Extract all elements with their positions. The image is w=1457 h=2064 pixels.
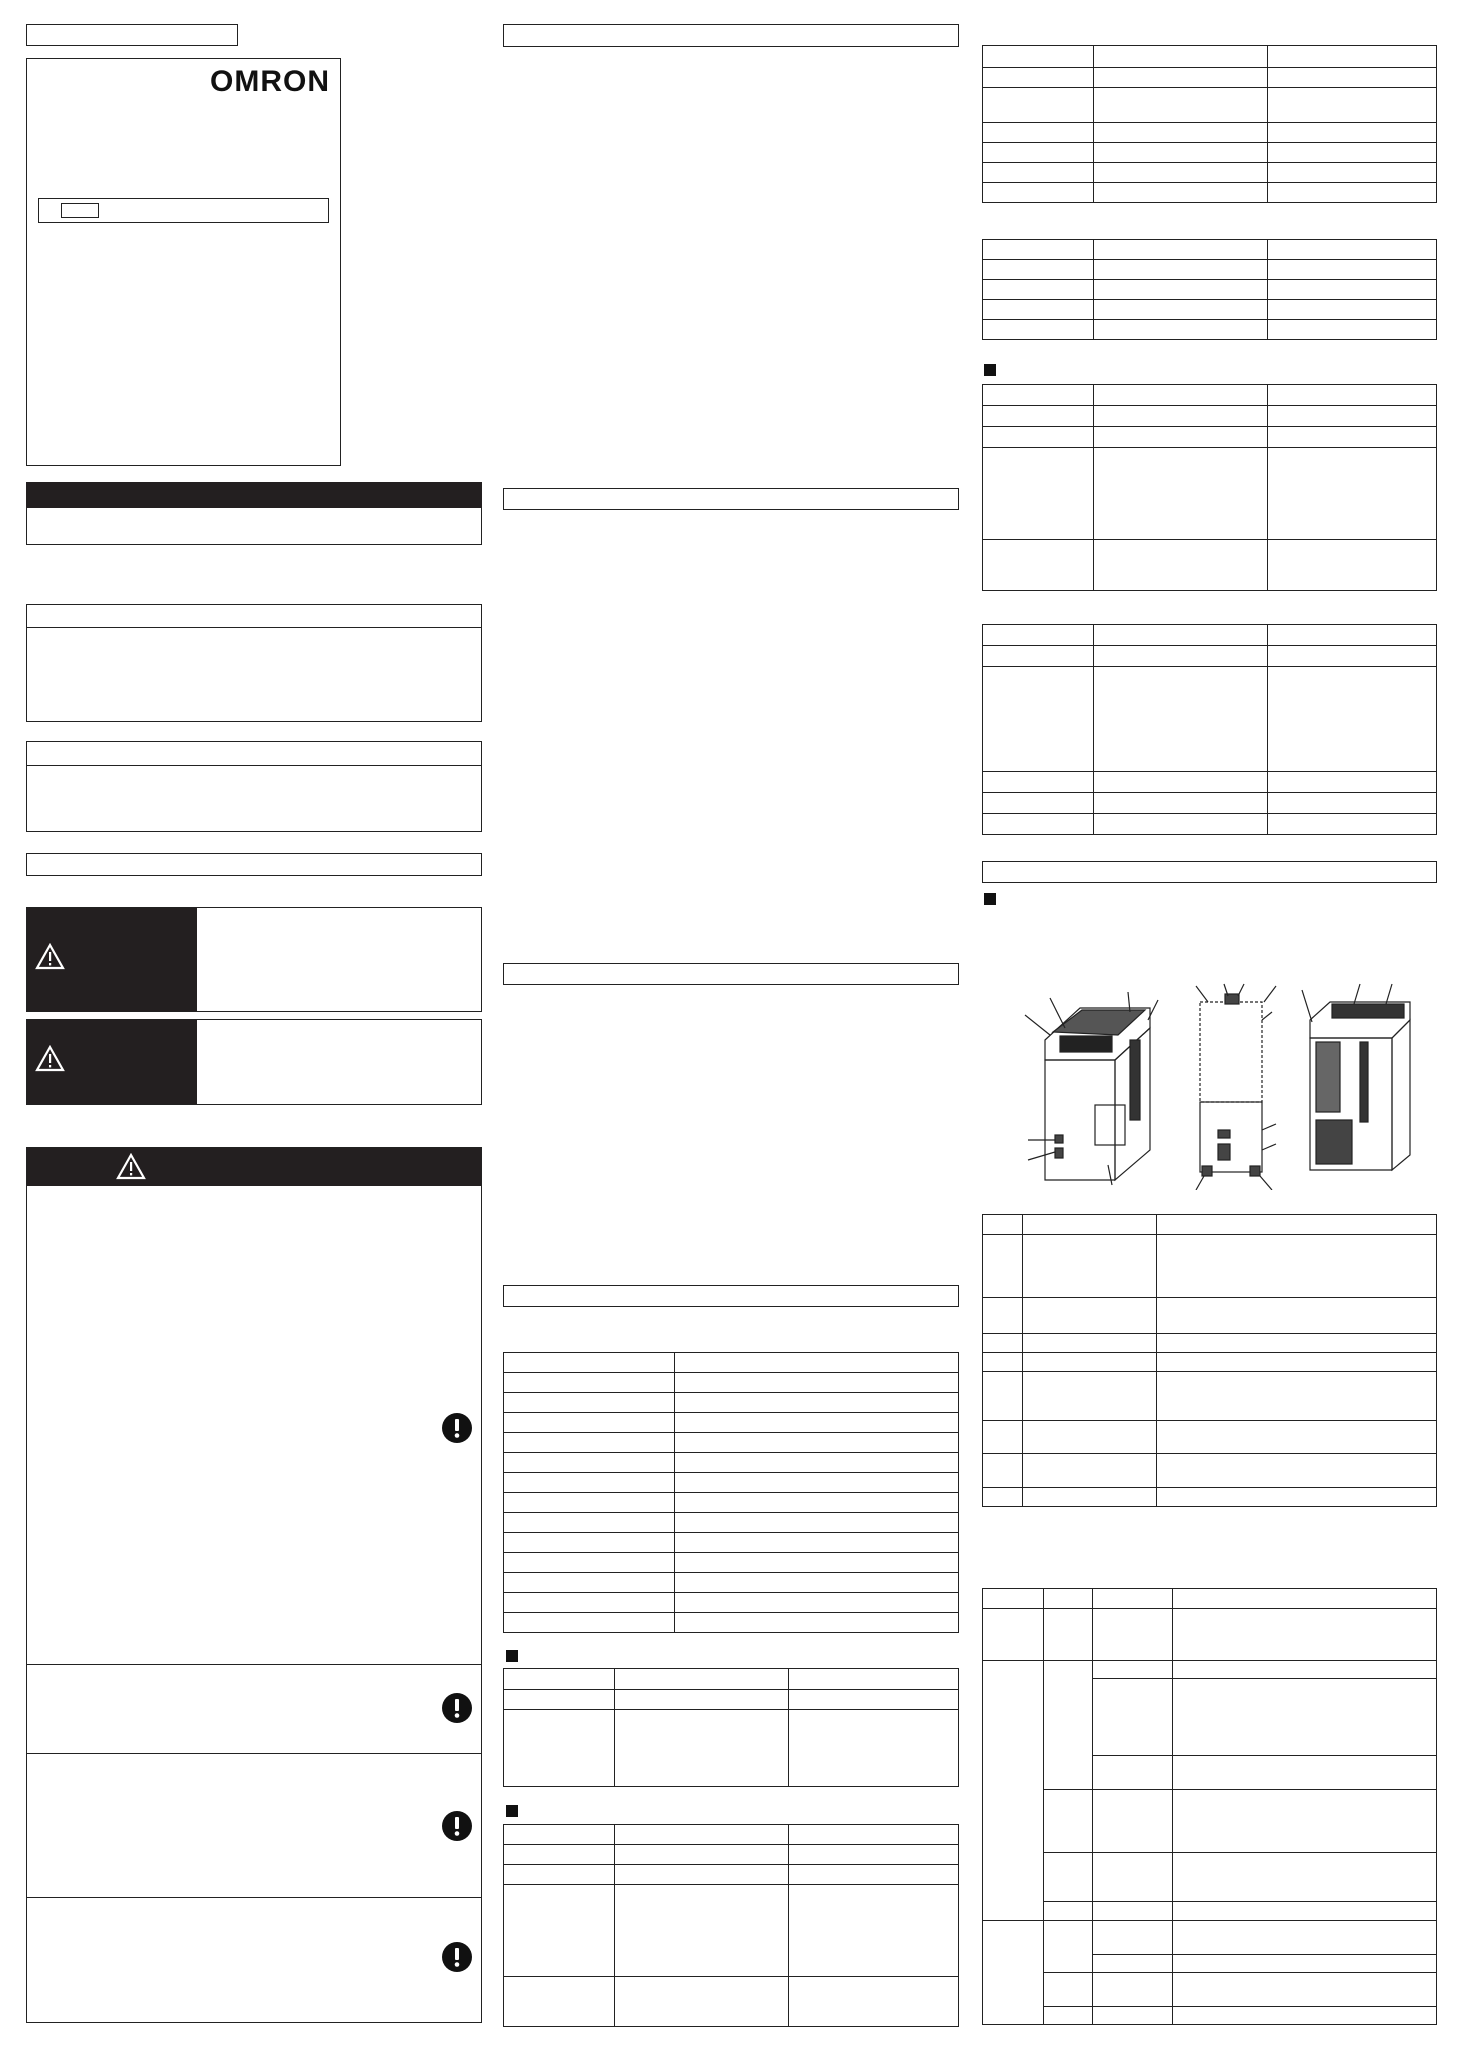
warning-block-1-label: [27, 908, 197, 1011]
precautions-panel: [26, 1147, 482, 2023]
notice-box-2-divider: [27, 765, 481, 766]
section-heading-box: [503, 963, 959, 985]
unit-front-view: [1025, 992, 1158, 1185]
model-title-box: [26, 24, 238, 46]
precautions-header: [27, 1148, 481, 1186]
product-name-bar: [38, 198, 329, 223]
unit-side-view: [1196, 984, 1276, 1190]
exclamation-circle-icon: [442, 1693, 472, 1723]
section-heading-box: [982, 861, 1437, 883]
section-header-black: [26, 482, 482, 508]
exclamation-circle-icon: [442, 1942, 472, 1972]
warning-triangle-icon: [35, 943, 65, 970]
indicator-table: [982, 1588, 1437, 2025]
notice-box-1-divider: [27, 627, 481, 628]
brand-logo: OMRON: [210, 65, 330, 98]
spec-table-7: [982, 624, 1437, 835]
section-heading-box: [503, 1285, 959, 1307]
exclamation-circle-icon: [442, 1811, 472, 1841]
warning-block-2-label: [27, 1020, 197, 1104]
spec-table-5: [982, 239, 1437, 340]
precautions-divider-1: [27, 1664, 481, 1665]
warning-triangle-icon: [35, 1045, 65, 1072]
safety-heading-box: [26, 853, 482, 876]
precautions-divider-2: [27, 1753, 481, 1754]
black-square-bullet: [984, 364, 996, 376]
parts-table: [982, 1214, 1437, 1507]
section-heading-box: [503, 24, 959, 47]
black-square-bullet: [984, 893, 996, 905]
notice-box-1: [26, 604, 482, 722]
precautions-divider-3: [27, 1897, 481, 1898]
unit-illustration: [1020, 980, 1440, 1190]
notice-box-2: [26, 741, 482, 832]
spec-table-4: [982, 45, 1437, 203]
spec-table-1: [503, 1352, 959, 1633]
cover-panel: [26, 58, 341, 466]
black-square-bullet: [506, 1650, 518, 1662]
spec-table-3: [503, 1824, 959, 2027]
product-model-tag: [61, 203, 99, 218]
unit-rear-view: [1302, 984, 1410, 1170]
section-heading-box: [503, 488, 959, 510]
spec-table-2: [503, 1668, 959, 1787]
warning-block-2: [26, 1019, 482, 1105]
exclamation-circle-icon: [442, 1413, 472, 1443]
section-body-box: [26, 507, 482, 545]
warning-block-1: [26, 907, 482, 1012]
spec-table-6: [982, 384, 1437, 591]
warning-triangle-icon: [116, 1153, 146, 1180]
black-square-bullet: [506, 1805, 518, 1817]
